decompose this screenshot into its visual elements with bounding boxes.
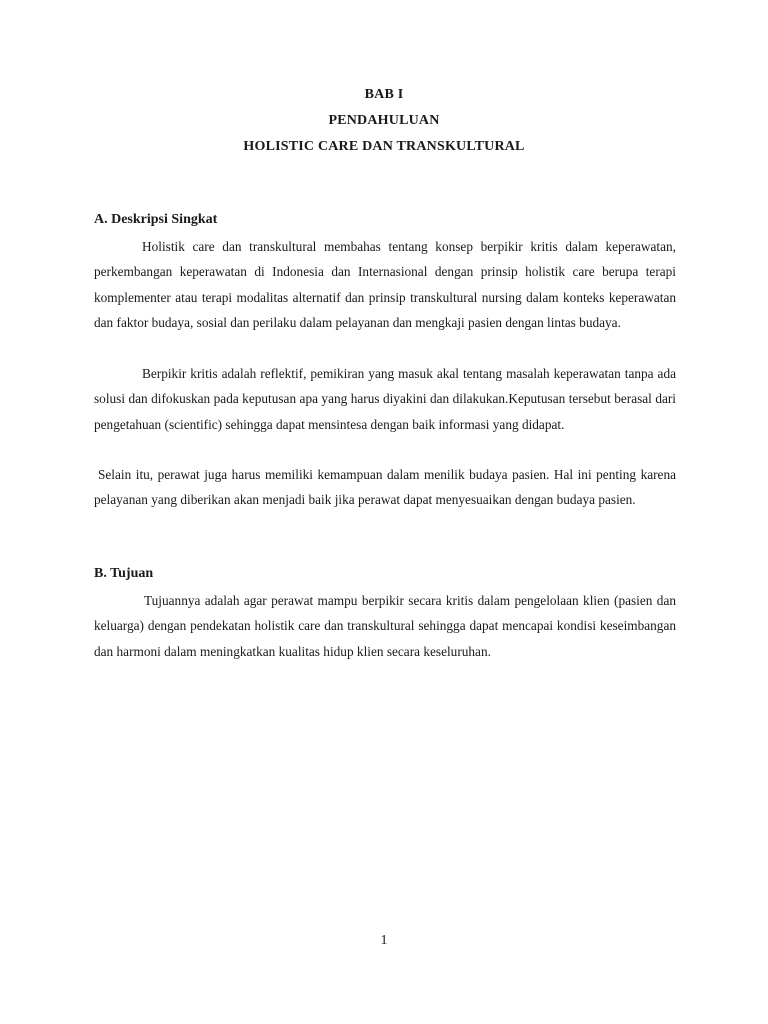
paragraph-deskripsi-2: Berpikir kritis adalah reflektif, pemikiran yang masuk akal tentang masalah keperawatan tanpa ada solusi dan difokuskan pada keputusan apa yang harus diyakini dan dilakukan.Keputusan tersebut berasal dari pengetahuan (scientific) sehingga dapat mensintesa dengan baik informasi yang didapat. (94, 366, 676, 432)
paragraph-deskripsi-3: Selain itu, perawat juga harus memiliki kemampuan dalam menilik budaya pasien. Hal ini penting karena pelayanan yang diberikan akan menjadi baik jika perawat dapat menyesuaikan dengan budaya pasien. (94, 467, 676, 508)
page-number: 1 (380, 933, 388, 948)
paragraph-tujuan-1: Tujuannya adalah agar perawat mampu berpikir secara kritis dalam pengelolaan klien (pasien dan keluarga) dengan pendekatan holistik care dan transkultural sehingga dapat mencapai kondisi keseimbangan dan harmoni dalam meningkatkan kualitas hidup klien secara keseluruhan. (94, 593, 676, 659)
section-heading-tujuan: B. Tujuan (94, 566, 154, 581)
chapter-number: BAB I (364, 87, 404, 102)
chapter-title: PENDAHULUAN (328, 113, 440, 128)
section-heading-deskripsi: A. Deskripsi Singkat (94, 212, 218, 227)
paragraph-deskripsi-1: Holistik care dan transkultural membahas tentang konsep berpikir kritis dalam keperawatan, perkembangan keperawatan di Indonesia dan Internasional dengan prinsip holistik care berupa terapi komplementer atau terapi modalitas alternatif dan prinsip transkultural nursing dalam konteks keperawatan dan faktor budaya, sosial dan perilaku dalam pelayanan dan mengkaji pasien dengan lintas budaya. (94, 239, 676, 331)
document-subtitle: HOLISTIC CARE DAN TRANSKULTURAL (243, 139, 525, 154)
